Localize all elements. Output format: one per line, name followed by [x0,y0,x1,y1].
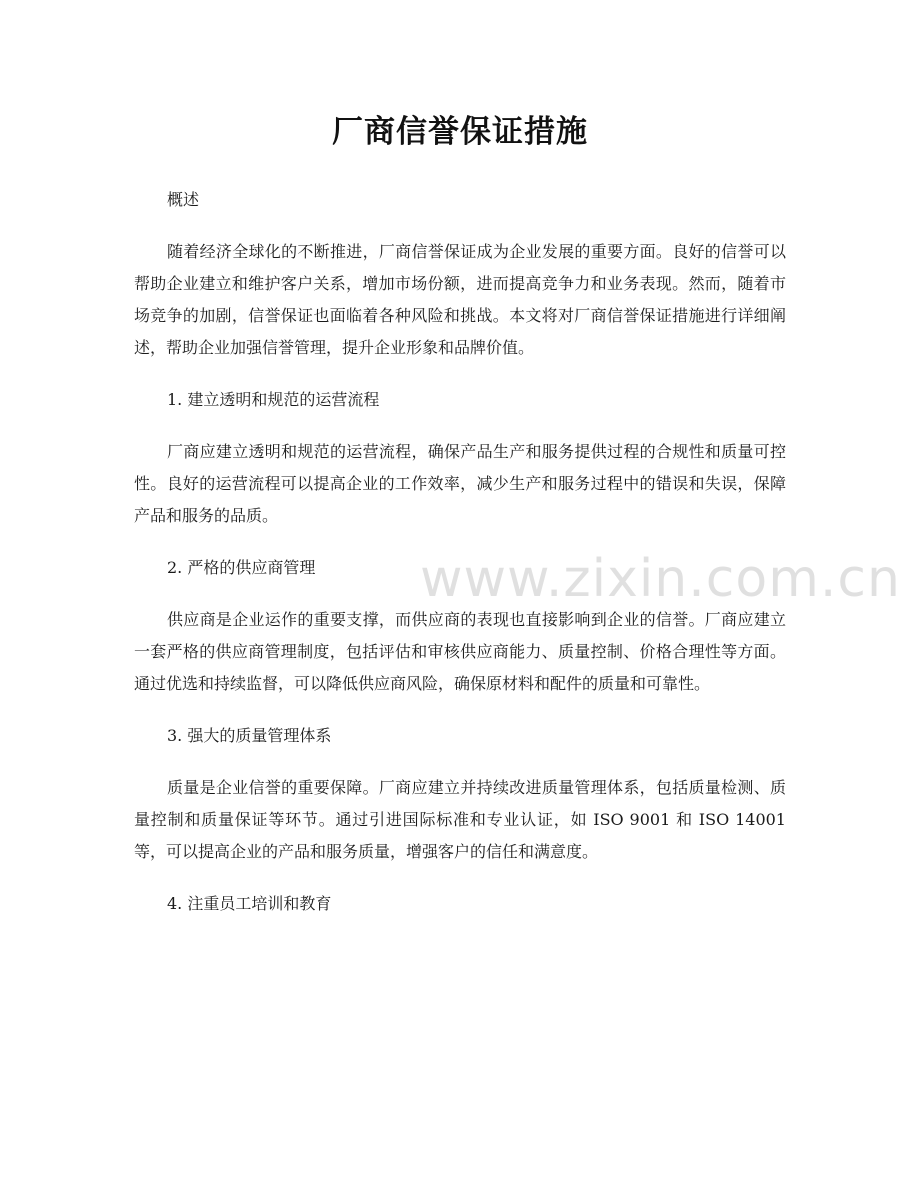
section-heading-4: 4. 注重员工培训和教育 [167,894,332,913]
paragraph-3: 质量是企业信誉的重要保障。厂商应建立并持续改进质量管理体系，包括质量检测、质量控制和质量保证等环节。通过引进国际标准和专业认证，如 ISO 9001 和 ISO 14001 等，可以提高企业的产品和服务质量，增强客户的信任和满意度。 [134,778,786,861]
section-heading-overview: 概述 [167,190,200,209]
watermark-text: www.zixin.com.cn [420,549,901,609]
section-heading-3: 3. 强大的质量管理体系 [167,726,332,745]
paragraph-1: 厂商应建立透明和规范的运营流程，确保产品生产和服务提供过程的合规性和质量可控性。良好的运营流程可以提高企业的工作效率，减少生产和服务过程中的错误和失误，保障产品和服务的品质。 [134,442,786,525]
section-heading-2: 2. 严格的供应商管理 [167,558,316,577]
paragraph-2: 供应商是企业运作的重要支撑，而供应商的表现也直接影响到企业的信誉。厂商应建立一套严格的供应商管理制度，包括评估和审核供应商能力、质量控制、价格合理性等方面。通过优选和持续监督，可以降低供应商风险，确保原材料和配件的质量和可靠性。 [134,610,786,693]
document-body [134,184,786,940]
section-heading-1: 1. 建立透明和规范的运营流程 [167,390,380,409]
document-title: 厂商信誉保证措施 [332,114,588,150]
paragraph-overview: 随着经济全球化的不断推进，厂商信誉保证成为企业发展的重要方面。良好的信誉可以帮助企业建立和维护客户关系，增加市场份额，进而提高竞争力和业务表现。然而，随着市场竞争的加剧，信誉保证也面临着各种风险和挑战。本文将对厂商信誉保证措施进行详细阐述，帮助企业加强信誉管理，提升企业形象和品牌价值。 [134,242,786,357]
